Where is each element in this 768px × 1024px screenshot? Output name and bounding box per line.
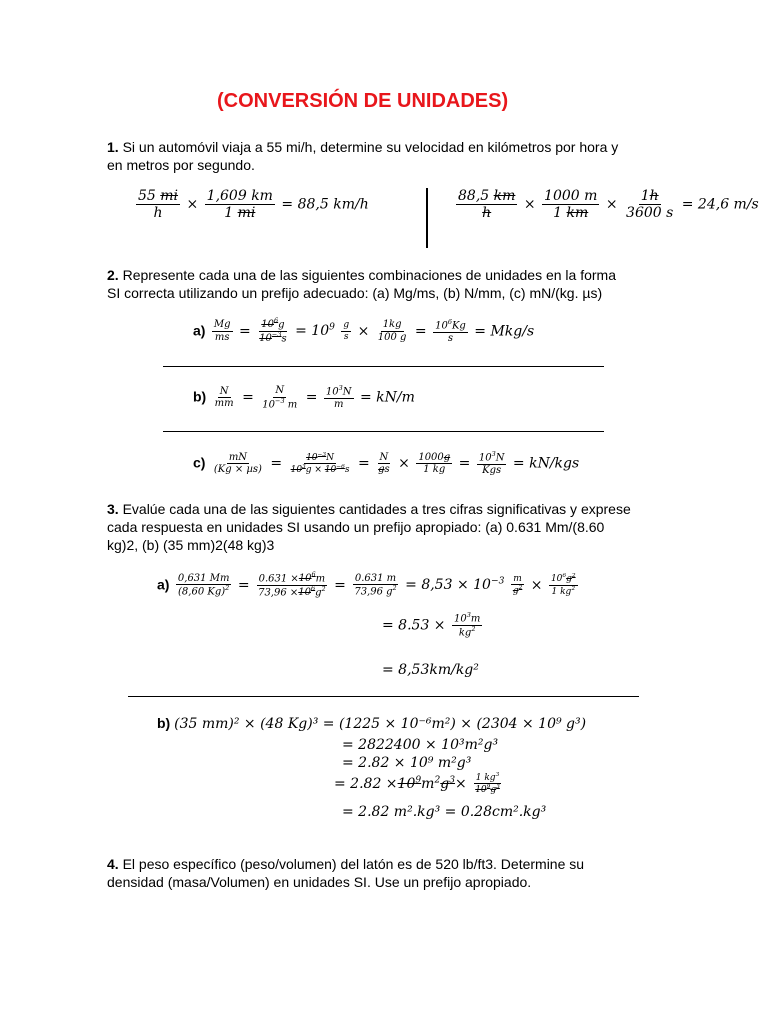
- eq2b-label: b): [193, 388, 207, 405]
- eq3b-line1: (35 mm)² × (48 Kg)³ = (1225 × 10⁻⁶m²) × (2304 × 10⁹ g³): [174, 716, 587, 732]
- problem-2-statement-2: SI correcta utilizando un prefijo adecuado: (a) Mg/ms, (b) N/mm, (c) mN/(kg. µs): [107, 285, 603, 301]
- eq1b-d2: 1 km: [553, 205, 589, 222]
- eq3b-label: b): [157, 715, 171, 731]
- problem-1-text: [107, 138, 637, 174]
- eq1b-n2: 1000 m: [544, 188, 598, 204]
- eq1b-d3: 3600 s: [626, 205, 674, 222]
- problem-3-number: 3.: [107, 501, 119, 517]
- problem-2-text: [107, 266, 637, 302]
- problem-3-statement: Evalúe cada una de las siguientes cantidades a tres cifras significativas y exprese cada respuesta en unidades SI usando un prefijo apropiado: (a) 0.631 Mm/(8.60 kg)2, (b) (35 mm)2(48 kg)3: [107, 501, 631, 553]
- divider-2a: [163, 366, 604, 367]
- eq3b-line4: = $2.82 \times 10^9m^2g^3\times$ $\frac{1 kg^3}{10^9g^3}$: [334, 772, 500, 796]
- problem-4-statement: El peso específico (peso/volumen) del latón es de 520 lb/ft3. Determine su densidad (masa/Volumen) en unidades SI. Use un prefijo apropiado.: [107, 856, 585, 890]
- equation-3a: a) $\frac{0,631 Mm}{(8,60 Kg)^2}$ = $\frac{0.631 \times 10^6m}{73,96 \times 10^6g^2}$ = $\frac{0.631 m}{73,96 g^2}$ = $8,53 \times 10^{-3}$ $\frac{m}{g^2}$ × $\frac{10^6g^2}{1 kg^2}$: [157, 571, 576, 599]
- problem-3-text: [107, 500, 637, 554]
- divider-2b: [163, 431, 604, 432]
- eq1b-d1: h: [482, 205, 492, 222]
- eq1b-n3: 1h: [640, 188, 659, 204]
- equation-1b: $\frac{88,5 km}{h}$ × $\frac{1000 m}{1 km}$ × $\frac{1h}{3600 s}$ = 24,6 m/s: [458, 188, 759, 222]
- eq3b-line5: = 2.82 m².kg³ = 0.28cm².kg³: [342, 804, 547, 820]
- page-title: (CONVERSIÓN DE UNIDADES): [217, 90, 509, 112]
- eq3a-line2-text: = 8.53 ×: [382, 617, 446, 634]
- eq1a-result: = 88,5 km/h: [281, 196, 369, 213]
- problem-4-text: [107, 855, 637, 891]
- eq1a-d1: h: [153, 205, 163, 222]
- eq1a-d2: 1 mi: [224, 205, 256, 222]
- problem-2-number: 2.: [107, 267, 119, 283]
- equation-2a: a) $\frac{Mg}{ms}$ = $\frac{10^6g}{10^{-3}s}$ = $10^9$ $\frac{g}{s}$ × $\frac{1kg}{100 g}$ = $\frac{10^6Kg}{s}$ = Mkg/s: [193, 317, 535, 345]
- problem-1-number: 1.: [107, 139, 119, 155]
- equation-3b: [157, 715, 586, 732]
- eq2a-label: a): [193, 322, 206, 339]
- divider-vertical: [426, 188, 428, 248]
- equation-1a: $\frac{55 mi}{h}$ × $\frac{1,609 km}{1 mi}$ = 88,5 km/h: [138, 188, 369, 222]
- equation-3a-line3: = 8,53km/kg²: [382, 662, 479, 678]
- problem-4-number: 4.: [107, 856, 119, 872]
- eq2c-label: c): [193, 454, 206, 471]
- eq3a-label: a): [157, 576, 170, 593]
- eq3b-line3: = 2.82 × 10⁹ m²g³: [342, 755, 472, 771]
- eq3b-line2: = 2822400 × 10³m²g³: [342, 737, 499, 753]
- problem-1-statement: Si un automóvil viaja a 55 mi/h, determine su velocidad en kilómetros por hora y en metros por segundo.: [107, 139, 619, 173]
- equation-2c: c) $\frac{mN}{\text{(Kg × µs)}}$ = $\frac{10^{-3}N}{10^3g \times 10^{-6}s}$ = $\frac{N}{gs}$ × $\frac{1000g}{1 kg}$ = $\frac{10^3N}{\text{Kgs}}$ = kN/kgs: [193, 450, 580, 476]
- equation-3a-line2: = 8.53 × $\frac{10^3m}{kg^2}$: [382, 611, 481, 639]
- eq1b-result: = 24,6 m/s: [681, 196, 759, 213]
- equation-2b: b) $\frac{N}{mm}$ = $\frac{N}{10^{-3} m}$ = $\frac{10^3N}{m}$ = kN/m: [193, 384, 415, 410]
- problem-2-statement: Represente cada una de las siguientes combinaciones de unidades en la forma: [118, 267, 617, 283]
- divider-3a: [128, 696, 639, 697]
- eq1a-n1: 55 mi: [138, 188, 179, 204]
- eq1a-n2: 1,609 km: [206, 188, 273, 204]
- eq1b-n1: 88,5 km: [458, 188, 516, 204]
